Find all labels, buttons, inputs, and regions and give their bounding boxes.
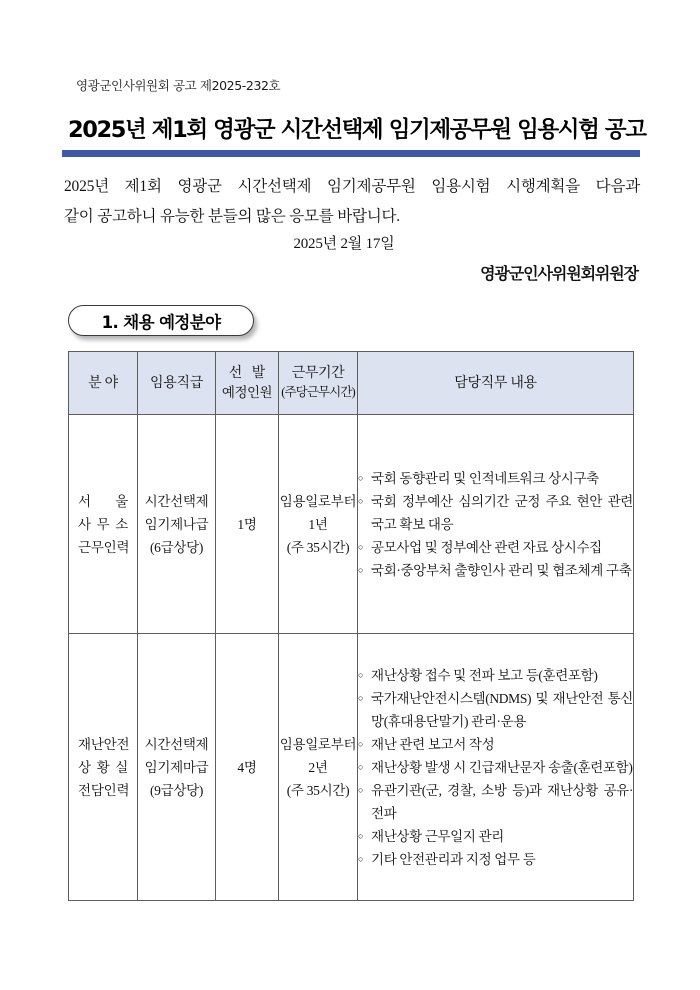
duty-item xyxy=(358,559,633,582)
cell-duration-line2: 2년 xyxy=(308,759,328,775)
table-header-row xyxy=(69,352,634,415)
column-header-count xyxy=(216,352,279,415)
duty-item xyxy=(358,687,633,733)
duty-item-text: 유관기관(군, 경찰, 소방 등)과 재난상황 공유·전파 xyxy=(371,782,633,821)
column-header-count-line2: 예정인원 xyxy=(221,385,273,400)
recruitment-table xyxy=(68,351,634,901)
cell-field xyxy=(69,634,138,901)
duty-item xyxy=(358,467,633,490)
title-underline-rule xyxy=(62,150,640,157)
table-row xyxy=(69,415,634,634)
cell-count-value: 4명 xyxy=(237,759,257,775)
cell-duties xyxy=(358,415,634,634)
column-header-field-label: 분 야 xyxy=(88,375,118,391)
duty-item xyxy=(358,756,633,779)
column-header-duration xyxy=(279,352,358,415)
cell-field-line1: 서 울 xyxy=(78,493,128,509)
cell-grade-line3: (9급상당) xyxy=(149,782,204,798)
duty-item-text: 재난상황 근무일지 관리 xyxy=(371,828,504,844)
duty-item xyxy=(358,779,633,825)
cell-grade-line3: (6급상당) xyxy=(149,539,204,555)
cell-field-line2: 사 무 소 xyxy=(78,516,128,532)
duty-item xyxy=(358,733,633,756)
duty-item xyxy=(358,490,633,536)
cell-field-line3: 근무인력 xyxy=(78,539,130,555)
cell-count xyxy=(216,634,279,901)
section-heading-label: 1. 채용 예정분야 xyxy=(101,312,221,332)
column-header-count-line1: 선 발 xyxy=(228,366,269,381)
section-heading-recruitment-fields xyxy=(68,305,254,336)
cell-duration-line3: (주 35시간) xyxy=(286,539,350,555)
duty-item xyxy=(358,536,633,559)
duty-list xyxy=(358,664,633,871)
recruitment-table-wrapper xyxy=(68,351,634,901)
intro-paragraph xyxy=(64,172,640,232)
duty-item xyxy=(358,664,633,687)
column-header-grade-label: 임용직급 xyxy=(150,375,203,391)
duty-item-text: 재난 관련 보고서 작성 xyxy=(371,736,495,752)
cell-duration-line1: 임용일로부터 xyxy=(279,736,357,752)
column-header-duration-line2: (주당근무시간) xyxy=(281,385,355,399)
announcement-date: 2025년 2월 17일 xyxy=(293,236,395,252)
column-header-grade xyxy=(138,352,216,415)
duty-list xyxy=(358,467,633,582)
duty-item-text: 국회·중앙부처 출향인사 관리 및 협조체계 구축 xyxy=(371,562,632,578)
cell-duration-line3: (주 35시간) xyxy=(286,782,350,798)
cell-field-line3: 전담인력 xyxy=(78,782,130,798)
duty-item xyxy=(358,848,633,871)
duty-item-text: 국회 정부예산 심의기간 군정 주요 현안 관련 국고 확보 대응 xyxy=(371,493,633,532)
duty-item-text: 공모사업 및 정부예산 관련 자료 상시수집 xyxy=(371,539,602,555)
cell-duration-line1: 임용일로부터 xyxy=(279,493,357,509)
announcement-number: 영광군인사위원회 공고 제2025-232호 xyxy=(76,78,281,93)
cell-field xyxy=(69,415,138,634)
cell-grade-line1: 시간선택제 xyxy=(144,493,209,509)
signature-authority: 영광군인사위원회위원장 xyxy=(480,264,638,283)
cell-field-line2: 상 황 실 xyxy=(78,759,128,775)
cell-grade-line2: 임기제나급 xyxy=(144,516,209,532)
intro-line-1: 2025년 제1회 영광군 시간선택제 임기제공무원 임용시험 시행계획을 다음과 xyxy=(64,178,640,195)
duty-item xyxy=(358,825,633,848)
cell-grade-line1: 시간선택제 xyxy=(144,736,209,752)
duty-item-text: 재난상황 접수 및 전파 보고 등(훈련포함) xyxy=(371,667,598,683)
column-header-duties xyxy=(358,352,634,415)
page-title: 2025년 제1회 영광군 시간선택제 임기제공무원 임용시험 공고 xyxy=(68,117,646,143)
cell-grade xyxy=(138,415,216,634)
duty-item-text: 국회 동향관리 및 인적네트워크 상시구축 xyxy=(371,470,599,486)
column-header-field xyxy=(69,352,138,415)
cell-count xyxy=(216,415,279,634)
duty-item-text: 국가재난안전시스템(NDMS) 및 재난안전 통신망(휴대용단말기) 관리·운용 xyxy=(371,690,633,729)
cell-field-line1: 재난안전 xyxy=(78,736,130,752)
cell-count-value: 1명 xyxy=(237,516,257,532)
cell-duration xyxy=(279,634,358,901)
column-header-duration-line1: 근무기간 xyxy=(291,366,345,381)
intro-line-2: 같이 공고하니 유능한 분들의 많은 응모를 바랍니다. xyxy=(64,208,400,225)
cell-grade-line2: 임기제마급 xyxy=(144,759,209,775)
duty-item-text: 재난상황 발생 시 긴급재난문자 송출(훈련포함) xyxy=(371,759,633,775)
cell-duration xyxy=(279,415,358,634)
cell-duration-line2: 1년 xyxy=(308,516,328,532)
column-header-duties-label: 담당직무 내용 xyxy=(454,375,537,391)
duty-item-text: 기타 안전관리과 지정 업무 등 xyxy=(371,851,536,867)
cell-grade xyxy=(138,634,216,901)
cell-duties xyxy=(358,634,634,901)
table-row xyxy=(69,634,634,901)
